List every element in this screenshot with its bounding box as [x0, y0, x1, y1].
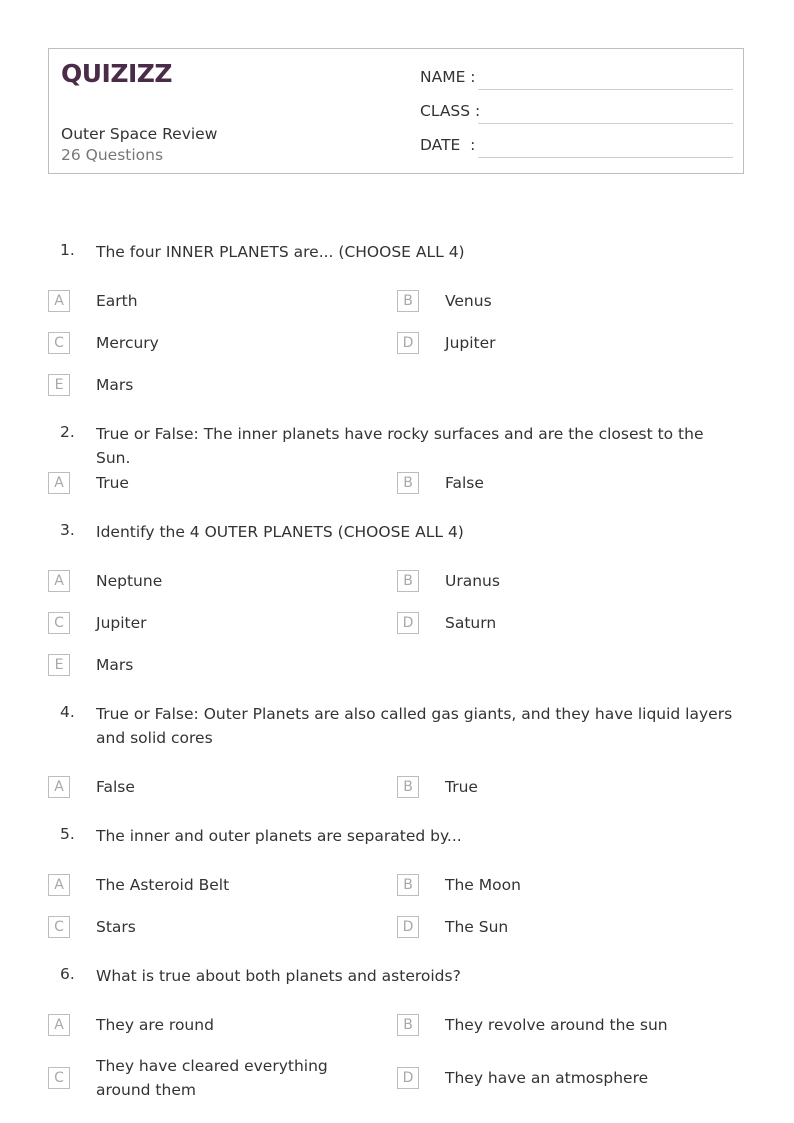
question-text: Identify the 4 OUTER PLANETS (CHOOSE ALL 4)	[96, 523, 464, 541]
option-letter-box[interactable]: B	[397, 570, 419, 592]
option-letter-box[interactable]: A	[48, 472, 70, 494]
option-letter-box[interactable]: B	[397, 776, 419, 798]
option-letter-box[interactable]: B	[397, 1014, 419, 1036]
option-letter-box[interactable]: B	[397, 472, 419, 494]
option-text: Stars	[96, 918, 136, 936]
worksheet-header	[48, 48, 744, 174]
option-text: True	[445, 778, 478, 796]
option-letter-box[interactable]: A	[48, 874, 70, 896]
option-text: Jupiter	[96, 614, 147, 632]
question-text: The four INNER PLANETS are... (CHOOSE ALL 4)	[96, 243, 465, 261]
option-text: True	[96, 474, 129, 492]
option-letter-box[interactable]: D	[397, 916, 419, 938]
name-label: NAME :	[420, 68, 476, 86]
option-letter-box[interactable]: C	[48, 332, 70, 354]
option-text: They are round	[96, 1016, 214, 1034]
option-text: The Sun	[445, 918, 509, 936]
option-text: They revolve around the sun	[445, 1016, 668, 1034]
option-letter-box[interactable]: D	[397, 1067, 419, 1089]
option-text: Mars	[96, 376, 134, 394]
option-text: Neptune	[96, 572, 163, 590]
option-letter-box[interactable]: B	[397, 290, 419, 312]
option-text: Saturn	[445, 614, 497, 632]
option-letter-box[interactable]: E	[48, 654, 70, 676]
question-text: True or False: Outer Planets are also called gas giants, and they have liquid layers and solid cores	[96, 705, 733, 747]
option-letter-box[interactable]: A	[48, 1014, 70, 1036]
option-text: They have an atmosphere	[445, 1069, 649, 1087]
question-number: 5.	[60, 825, 75, 843]
question-number: 2.	[60, 423, 75, 441]
option-text: Venus	[445, 292, 492, 310]
question-text: What is true about both planets and asteroids?	[96, 967, 461, 985]
option-letter-box[interactable]: A	[48, 776, 70, 798]
question-text: True or False: The inner planets have rocky surfaces and are the closest to the Sun.	[96, 425, 704, 467]
option-letter-box[interactable]: D	[397, 612, 419, 634]
option-text: Earth	[96, 292, 138, 310]
date-label: DATE :	[420, 136, 476, 154]
option-text: Jupiter	[445, 334, 496, 352]
class-label: CLASS :	[420, 102, 481, 120]
option-text: The Asteroid Belt	[96, 876, 230, 894]
date-line	[478, 157, 733, 158]
question-text: The inner and outer planets are separated by...	[96, 827, 462, 845]
quizizz-logo: QUIZIZZ	[61, 59, 173, 88]
option-letter-box[interactable]: C	[48, 612, 70, 634]
option-letter-box[interactable]: B	[397, 874, 419, 896]
option-letter-box[interactable]: C	[48, 916, 70, 938]
option-text: False	[445, 474, 484, 492]
name-line	[478, 89, 733, 90]
question-number: 6.	[60, 965, 75, 983]
option-letter-box[interactable]: C	[48, 1067, 70, 1089]
option-text: The Moon	[445, 876, 521, 894]
question-number: 1.	[60, 241, 75, 259]
question-number: 3.	[60, 521, 75, 539]
question-number: 4.	[60, 703, 75, 721]
option-text: They have cleared everything around them	[96, 1057, 328, 1099]
class-line	[478, 123, 733, 124]
option-letter-box[interactable]: D	[397, 332, 419, 354]
worksheet-title: Outer Space Review	[61, 125, 218, 143]
option-text: False	[96, 778, 135, 796]
option-letter-box[interactable]: A	[48, 570, 70, 592]
option-letter-box[interactable]: E	[48, 374, 70, 396]
option-text: Mars	[96, 656, 134, 674]
question-count: 26 Questions	[61, 146, 164, 164]
option-letter-box[interactable]: A	[48, 290, 70, 312]
option-text: Mercury	[96, 334, 159, 352]
option-text: Uranus	[445, 572, 500, 590]
